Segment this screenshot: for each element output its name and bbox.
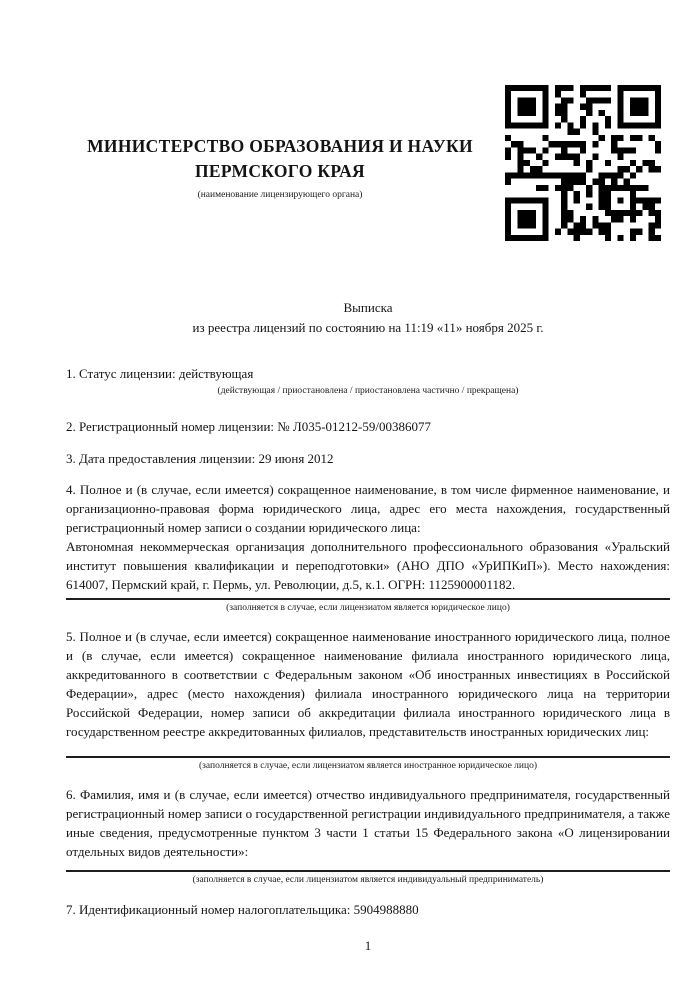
legal-entity-caption: (заполняется в случае, если лицензиатом является юридическое лицо) [226, 603, 510, 614]
item-entrepreneur [66, 786, 670, 887]
qr-code-icon [505, 85, 661, 241]
document-title-block [66, 298, 670, 338]
item-foreign-entity [66, 628, 670, 772]
document-header [66, 0, 670, 298]
license-status-value: 1. Статус лицензии: действующая [66, 366, 254, 381]
license-date-value: 3. Дата предоставления лицензии: 29 июня 2012 [66, 451, 334, 466]
document-title: Выписка [343, 300, 393, 315]
legal-entity-field-rule [66, 598, 670, 600]
item-license-date [66, 449, 670, 468]
item-license-number [66, 417, 670, 436]
legal-entity-value: Автономная некоммерческая организация дополнительного профессионального образования «Уральский институт повышения квалификации и переподготовки» (АНО ДПО «УрИПКиП»). Место нахождения: 614007, Пермский край, г. Пермь, ул. Революции, д.5, к.1. ОГРН: 1125900001182. [66, 538, 670, 592]
item-taxpayer-number [66, 900, 670, 919]
ministry-block [60, 134, 500, 202]
page-number: 1 [364, 937, 372, 953]
taxpayer-number-value: 7. Идентификационный номер налогоплательщика: 5904988880 [66, 901, 419, 917]
ministry-caption: (наименование лицензирующего органа) [197, 190, 363, 200]
license-number-value: 2. Регистрационный номер лицензии: № Л035-01212-59/00386077 [66, 419, 432, 434]
item-legal-entity [66, 481, 670, 615]
entrepreneur-question: 6. Фамилия, имя и (в случае, если имеется) отчество индивидуального предпринимателя, государственный регистрационный номер записи о государственной регистрации индивидуального предпринимателя, а также иные сведения, предусмотренные пунктом 3 части 1 статьи 15 Федерального закона «О лицензировании отдельных видов деятельности»: [66, 786, 670, 859]
foreign-entity-caption: (заполняется в случае, если лицензиатом является иностранное юридическое лицо) [199, 760, 537, 771]
foreign-entity-field-rule [66, 756, 670, 758]
entrepreneur-field-rule [66, 870, 670, 872]
foreign-entity-question: 5. Полное и (в случае, если имеется) сокращенное наименование иностранного юридического лица, полное и (в случае, если имеется) сокращенное наименование филиала иностранного юридического лица, аккредитованного в соответствии с Федеральным законом «Об иностранных инвестициях в Российской Федерации», адрес (место нахождения) филиала иностранного юридического лица на территории Российской Федерации, номер записи об аккредитации филиала иностранного юридического лица в государственном реестре аккредитованных филиалов, представительств иностранных юридических лиц: [66, 629, 670, 739]
ministry-name: МИНИСТЕРСТВО ОБРАЗОВАНИЯ И НАУКИ ПЕРМСКОГО КРАЯ [87, 136, 473, 181]
item-license-status [66, 364, 670, 398]
license-status-options-caption: (действующая / приостановлена / приостановлена частично / прекращена) [217, 386, 519, 396]
legal-entity-question: 4. Полное и (в случае, если имеется) сокращенное наименование, в том числе фирменное наименование, и организационно-правовая форма юридического лица, адрес его места нахождения, государственный регистрационный номер записи о создании юридического лица: [66, 482, 670, 535]
document-subtitle: из реестра лицензий по состоянию на 11:19 «11» ноября 2025 г. [192, 320, 544, 335]
entrepreneur-caption: (заполняется в случае, если лицензиатом является индивидуальный предприниматель) [192, 874, 544, 885]
